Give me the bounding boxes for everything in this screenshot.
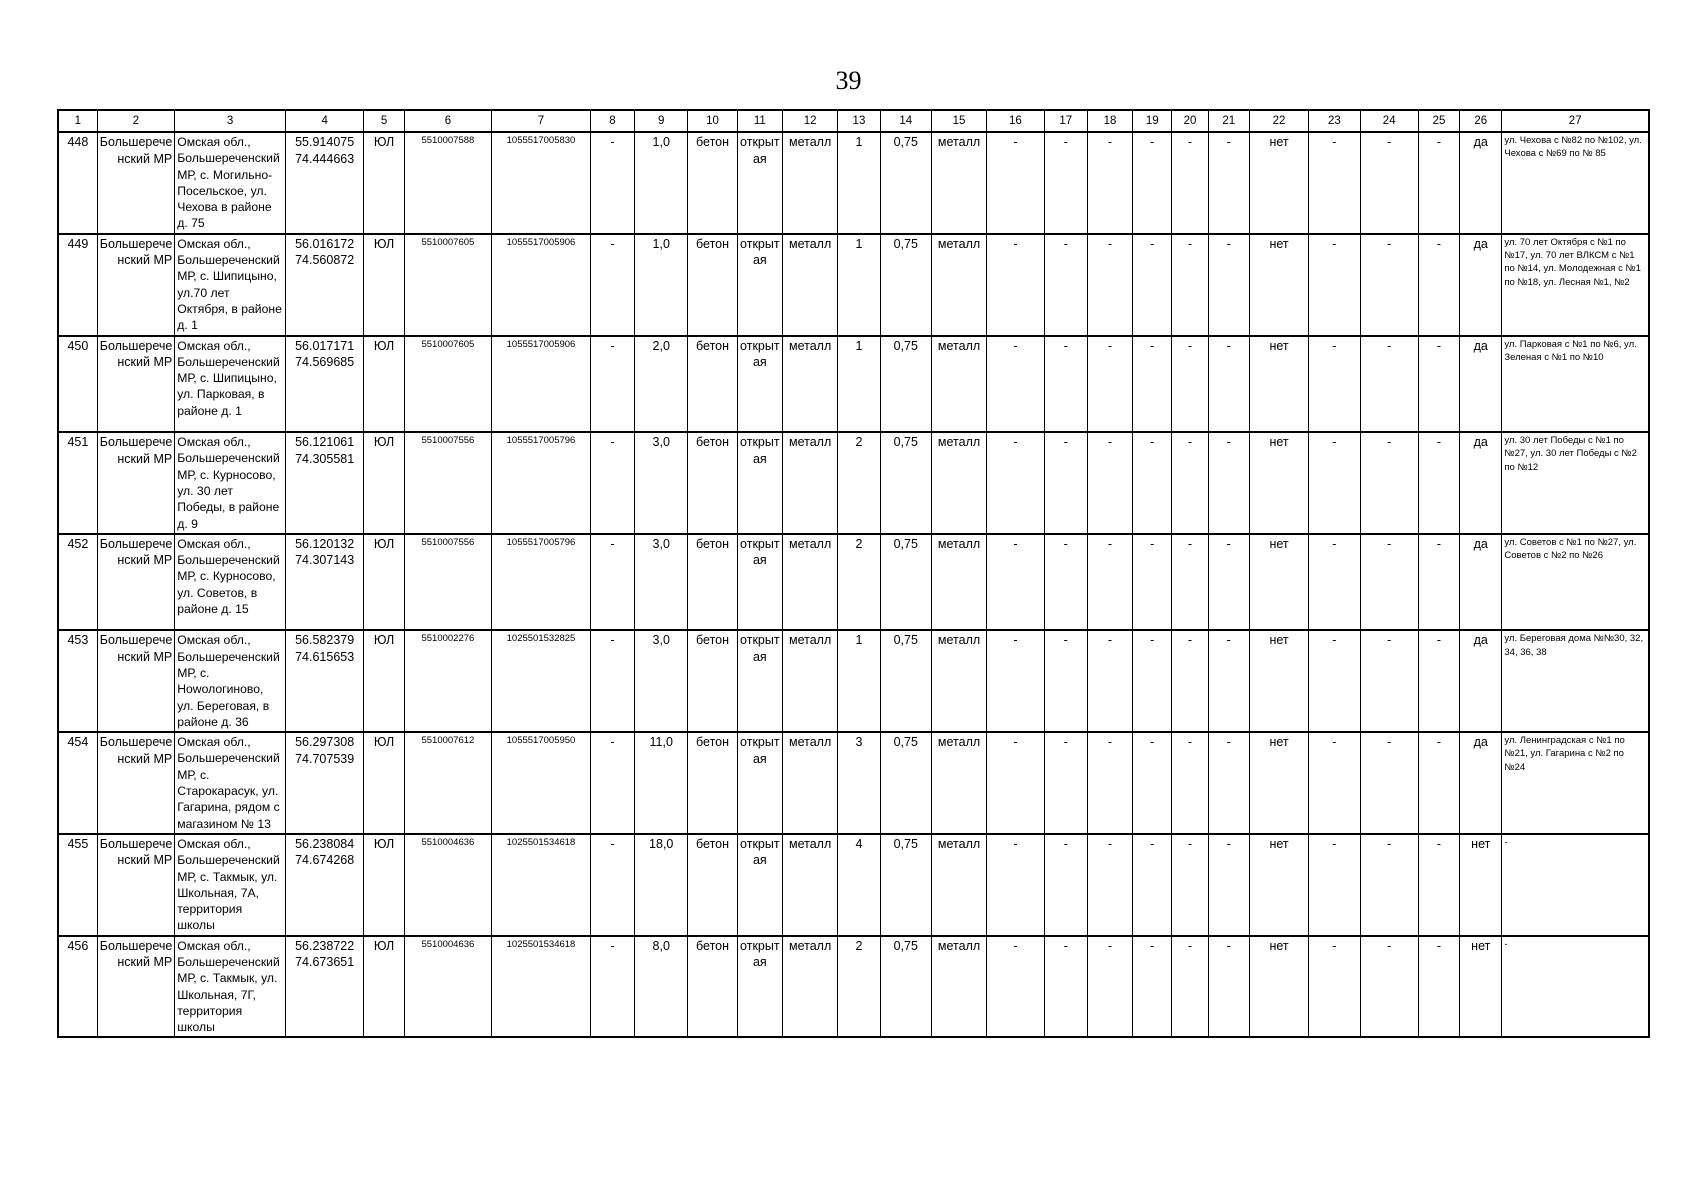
col-21-cell: - (1208, 630, 1249, 732)
col-16-cell: - (987, 834, 1044, 936)
col-18-cell: - (1087, 336, 1132, 433)
col-20-cell: - (1172, 732, 1208, 834)
container-material-cell: металл (931, 936, 986, 1038)
col-25-cell: - (1418, 732, 1459, 834)
col-24-cell: - (1360, 936, 1418, 1038)
service-area-cell: ул. 30 лет Победы с №1 по №27, ул. 30 лет Победы с №2 по №12 (1502, 432, 1649, 534)
inn-cell: 5510004636 (404, 834, 492, 936)
has-service-area-cell: нет (1460, 834, 1502, 936)
table-row (58, 234, 1649, 336)
col-24-cell: - (1360, 834, 1418, 936)
row-number-cell: 448 (58, 132, 97, 234)
municipality-cell: Большерече нский МР (97, 936, 174, 1038)
column-header-13: 13 (838, 110, 880, 132)
coordinates-cell: 56.238722 74.673651 (285, 936, 363, 1038)
page-number: 39 (835, 66, 862, 95)
col-22-cell: нет (1249, 336, 1308, 433)
col-22-cell: нет (1249, 432, 1308, 534)
column-header-9: 9 (635, 110, 688, 132)
col-8-cell: - (590, 336, 634, 433)
col-22-cell: нет (1249, 936, 1308, 1038)
col-17-cell: - (1044, 732, 1087, 834)
col-20-cell: - (1172, 336, 1208, 433)
col-18-cell: - (1087, 234, 1132, 336)
col-17-cell: - (1044, 534, 1087, 631)
col-25-cell: - (1418, 534, 1459, 631)
container-count-cell: 1 (838, 234, 880, 336)
col-19-cell: - (1133, 432, 1172, 534)
service-area-cell: ул. Парковая с №1 по №6, ул. Зеленая с №1 по №10 (1502, 336, 1649, 433)
column-header-2: 2 (97, 110, 174, 132)
owner-type-cell: ЮЛ (364, 432, 404, 534)
has-service-area-cell: да (1460, 336, 1502, 433)
container-count-cell: 2 (838, 432, 880, 534)
table-row (58, 834, 1649, 936)
municipality-cell: Большерече нский МР (97, 132, 174, 234)
col-25-cell: - (1418, 834, 1459, 936)
has-service-area-cell: нет (1460, 936, 1502, 1038)
col-23-cell: - (1309, 630, 1360, 732)
col-19-cell: - (1133, 534, 1172, 631)
has-service-area-cell: да (1460, 732, 1502, 834)
type-cell: открыт ая (737, 834, 782, 936)
col-23-cell: - (1309, 534, 1360, 631)
col-16-cell: - (987, 432, 1044, 534)
table-row (58, 630, 1649, 732)
column-header-6: 6 (404, 110, 492, 132)
owner-type-cell: ЮЛ (364, 732, 404, 834)
owner-type-cell: ЮЛ (364, 936, 404, 1038)
column-header-19: 19 (1133, 110, 1172, 132)
container-count-cell: 1 (838, 336, 880, 433)
col-25-cell: - (1418, 630, 1459, 732)
inn-cell: 5510007605 (404, 234, 492, 336)
column-header-10: 10 (688, 110, 737, 132)
col-8-cell: - (590, 234, 634, 336)
col-24-cell: - (1360, 732, 1418, 834)
owner-type-cell: ЮЛ (364, 336, 404, 433)
col-23-cell: - (1309, 432, 1360, 534)
area-cell: 8,0 (635, 936, 688, 1038)
address-cell: Омская обл., Большереченский МР, с. Шипицыно, ул. Парковая, в районе д. 1 (175, 336, 286, 433)
col-21-cell: - (1208, 834, 1249, 936)
address-cell: Омская обл., Большереченский МР, с. Курносово, ул. Советов, в районе д. 15 (175, 534, 286, 631)
column-header-27: 27 (1502, 110, 1649, 132)
fence-cell: металл (782, 834, 837, 936)
col-8-cell: - (590, 630, 634, 732)
inn-cell: 5510002276 (404, 630, 492, 732)
col-18-cell: - (1087, 630, 1132, 732)
col-23-cell: - (1309, 132, 1360, 234)
col-21-cell: - (1208, 936, 1249, 1038)
service-area-cell: ул. Ленинградская с №1 по №21, ул. Гагарина с №2 по №24 (1502, 732, 1649, 834)
municipality-cell: Большерече нский МР (97, 336, 174, 433)
container-volume-cell: 0,75 (880, 234, 931, 336)
column-header-7: 7 (492, 110, 591, 132)
col-24-cell: - (1360, 132, 1418, 234)
type-cell: открыт ая (737, 432, 782, 534)
column-header-1: 1 (58, 110, 97, 132)
type-cell: открыт ая (737, 936, 782, 1038)
col-19-cell: - (1133, 834, 1172, 936)
container-count-cell: 1 (838, 132, 880, 234)
container-volume-cell: 0,75 (880, 630, 931, 732)
container-material-cell: металл (931, 336, 986, 433)
col-19-cell: - (1133, 132, 1172, 234)
table-body (58, 132, 1649, 1037)
col-18-cell: - (1087, 936, 1132, 1038)
owner-type-cell: ЮЛ (364, 834, 404, 936)
fence-cell: металл (782, 234, 837, 336)
container-material-cell: металл (931, 732, 986, 834)
column-header-26: 26 (1460, 110, 1502, 132)
col-23-cell: - (1309, 336, 1360, 433)
coordinates-cell: 56.120132 74.307143 (285, 534, 363, 631)
col-22-cell: нет (1249, 132, 1308, 234)
address-cell: Омская обл., Большереченский МР, с. Такмык, ул. Школьная, 7А, территория школы (175, 834, 286, 936)
col-17-cell: - (1044, 630, 1087, 732)
row-number-cell: 453 (58, 630, 97, 732)
surface-cell: бетон (688, 630, 737, 732)
service-area-cell: ул. Чехова с №82 по №102, ул. Чехова с №69 по № 85 (1502, 132, 1649, 234)
row-number-cell: 450 (58, 336, 97, 433)
surface-cell: бетон (688, 936, 737, 1038)
row-number-cell: 454 (58, 732, 97, 834)
service-area-cell: ул. 70 лет Октября с №1 по №17, ул. 70 лет ВЛКСМ с №1 по №14, ул. Молодежная с №1 по №18, ул. Лесная №1, №2 (1502, 234, 1649, 336)
container-count-cell: 2 (838, 534, 880, 631)
col-22-cell: нет (1249, 732, 1308, 834)
fence-cell: металл (782, 936, 837, 1038)
col-16-cell: - (987, 336, 1044, 433)
col-25-cell: - (1418, 432, 1459, 534)
col-21-cell: - (1208, 432, 1249, 534)
fence-cell: металл (782, 534, 837, 631)
inn-cell: 5510007588 (404, 132, 492, 234)
column-header-3: 3 (175, 110, 286, 132)
container-volume-cell: 0,75 (880, 432, 931, 534)
col-19-cell: - (1133, 234, 1172, 336)
table-row (58, 534, 1649, 631)
inn-cell: 5510007612 (404, 732, 492, 834)
col-23-cell: - (1309, 834, 1360, 936)
col-17-cell: - (1044, 432, 1087, 534)
coordinates-cell: 56.016172 74.560872 (285, 234, 363, 336)
col-18-cell: - (1087, 132, 1132, 234)
col-16-cell: - (987, 234, 1044, 336)
type-cell: открыт ая (737, 132, 782, 234)
municipality-cell: Большерече нский МР (97, 732, 174, 834)
column-header-22: 22 (1249, 110, 1308, 132)
col-21-cell: - (1208, 534, 1249, 631)
table-row (58, 132, 1649, 234)
column-header-15: 15 (931, 110, 986, 132)
municipality-cell: Большерече нский МР (97, 630, 174, 732)
header-row (58, 110, 1649, 132)
area-cell: 3,0 (635, 630, 688, 732)
fence-cell: металл (782, 630, 837, 732)
owner-type-cell: ЮЛ (364, 534, 404, 631)
surface-cell: бетон (688, 234, 737, 336)
row-number-cell: 451 (58, 432, 97, 534)
col-17-cell: - (1044, 132, 1087, 234)
registry-table (57, 109, 1650, 1038)
column-header-25: 25 (1418, 110, 1459, 132)
container-count-cell: 3 (838, 732, 880, 834)
column-header-11: 11 (737, 110, 782, 132)
coordinates-cell: 56.238084 74.674268 (285, 834, 363, 936)
coordinates-cell: 56.582379 74.615653 (285, 630, 363, 732)
area-cell: 11,0 (635, 732, 688, 834)
service-area-cell: - (1502, 936, 1649, 1038)
coordinates-cell: 56.121061 74.305581 (285, 432, 363, 534)
area-cell: 18,0 (635, 834, 688, 936)
has-service-area-cell: да (1460, 534, 1502, 631)
container-volume-cell: 0,75 (880, 732, 931, 834)
inn-cell: 5510007556 (404, 534, 492, 631)
service-area-cell: ул. Береговая дома №№30, 32, 34, 36, 38 (1502, 630, 1649, 732)
col-19-cell: - (1133, 732, 1172, 834)
ogrn-cell: 1025501534618 (492, 936, 591, 1038)
table-row (58, 336, 1649, 433)
col-8-cell: - (590, 732, 634, 834)
type-cell: открыт ая (737, 534, 782, 631)
col-25-cell: - (1418, 936, 1459, 1038)
col-20-cell: - (1172, 936, 1208, 1038)
container-volume-cell: 0,75 (880, 936, 931, 1038)
container-material-cell: металл (931, 534, 986, 631)
inn-cell: 5510007556 (404, 432, 492, 534)
col-20-cell: - (1172, 534, 1208, 631)
container-volume-cell: 0,75 (880, 834, 931, 936)
col-16-cell: - (987, 732, 1044, 834)
col-16-cell: - (987, 132, 1044, 234)
container-count-cell: 4 (838, 834, 880, 936)
column-header-12: 12 (782, 110, 837, 132)
column-header-8: 8 (590, 110, 634, 132)
surface-cell: бетон (688, 132, 737, 234)
col-18-cell: - (1087, 732, 1132, 834)
col-19-cell: - (1133, 630, 1172, 732)
coordinates-cell: 56.297308 74.707539 (285, 732, 363, 834)
col-17-cell: - (1044, 834, 1087, 936)
col-20-cell: - (1172, 630, 1208, 732)
municipality-cell: Большерече нский МР (97, 534, 174, 631)
container-material-cell: металл (931, 234, 986, 336)
fence-cell: металл (782, 336, 837, 433)
col-18-cell: - (1087, 432, 1132, 534)
type-cell: открыт ая (737, 732, 782, 834)
ogrn-cell: 1055517005796 (492, 432, 591, 534)
col-24-cell: - (1360, 234, 1418, 336)
surface-cell: бетон (688, 336, 737, 433)
row-number-cell: 452 (58, 534, 97, 631)
fence-cell: металл (782, 432, 837, 534)
column-header-5: 5 (364, 110, 404, 132)
fence-cell: металл (782, 732, 837, 834)
has-service-area-cell: да (1460, 630, 1502, 732)
col-21-cell: - (1208, 336, 1249, 433)
coordinates-cell: 55.914075 74.444663 (285, 132, 363, 234)
area-cell: 2,0 (635, 336, 688, 433)
municipality-cell: Большерече нский МР (97, 432, 174, 534)
has-service-area-cell: да (1460, 132, 1502, 234)
table-row (58, 936, 1649, 1038)
ogrn-cell: 1025501534618 (492, 834, 591, 936)
surface-cell: бетон (688, 432, 737, 534)
col-22-cell: нет (1249, 630, 1308, 732)
address-cell: Омская обл., Большереченский МР, с. Могильно-Посельское, ул. Чехова в районе д. 75 (175, 132, 286, 234)
col-16-cell: - (987, 630, 1044, 732)
address-cell: Омская обл., Большереченский МР, с. Курносово, ул. 30 лет Победы, в районе д. 9 (175, 432, 286, 534)
col-8-cell: - (590, 432, 634, 534)
area-cell: 3,0 (635, 534, 688, 631)
municipality-cell: Большерече нский МР (97, 234, 174, 336)
table-row (58, 732, 1649, 834)
column-header-20: 20 (1172, 110, 1208, 132)
owner-type-cell: ЮЛ (364, 132, 404, 234)
container-material-cell: металл (931, 432, 986, 534)
col-19-cell: - (1133, 336, 1172, 433)
owner-type-cell: ЮЛ (364, 630, 404, 732)
has-service-area-cell: да (1460, 432, 1502, 534)
col-22-cell: нет (1249, 534, 1308, 631)
col-21-cell: - (1208, 732, 1249, 834)
column-header-18: 18 (1087, 110, 1132, 132)
container-volume-cell: 0,75 (880, 132, 931, 234)
ogrn-cell: 1025501532825 (492, 630, 591, 732)
has-service-area-cell: да (1460, 234, 1502, 336)
area-cell: 1,0 (635, 234, 688, 336)
fence-cell: металл (782, 132, 837, 234)
container-material-cell: металл (931, 132, 986, 234)
container-material-cell: металл (931, 834, 986, 936)
container-count-cell: 2 (838, 936, 880, 1038)
col-17-cell: - (1044, 936, 1087, 1038)
column-header-24: 24 (1360, 110, 1418, 132)
column-header-4: 4 (285, 110, 363, 132)
col-20-cell: - (1172, 234, 1208, 336)
col-24-cell: - (1360, 432, 1418, 534)
col-20-cell: - (1172, 834, 1208, 936)
col-8-cell: - (590, 936, 634, 1038)
col-21-cell: - (1208, 132, 1249, 234)
column-header-16: 16 (987, 110, 1044, 132)
col-19-cell: - (1133, 936, 1172, 1038)
ogrn-cell: 1055517005796 (492, 534, 591, 631)
col-23-cell: - (1309, 936, 1360, 1038)
row-number-cell: 456 (58, 936, 97, 1038)
container-volume-cell: 0,75 (880, 336, 931, 433)
ogrn-cell: 1055517005906 (492, 336, 591, 433)
type-cell: открыт ая (737, 630, 782, 732)
column-header-17: 17 (1044, 110, 1087, 132)
col-24-cell: - (1360, 630, 1418, 732)
surface-cell: бетон (688, 834, 737, 936)
col-16-cell: - (987, 534, 1044, 631)
type-cell: открыт ая (737, 336, 782, 433)
col-22-cell: нет (1249, 234, 1308, 336)
column-header-21: 21 (1208, 110, 1249, 132)
inn-cell: 5510007605 (404, 336, 492, 433)
col-25-cell: - (1418, 336, 1459, 433)
col-18-cell: - (1087, 834, 1132, 936)
address-cell: Омская обл., Большереченский МР, с. Такмык, ул. Школьная, 7Г, территория школы (175, 936, 286, 1038)
ogrn-cell: 1055517005830 (492, 132, 591, 234)
address-cell: Омская обл., Большереченский МР, с. Старокарасук, ул. Гагарина, рядом с магазином № 13 (175, 732, 286, 834)
col-24-cell: - (1360, 534, 1418, 631)
col-16-cell: - (987, 936, 1044, 1038)
owner-type-cell: ЮЛ (364, 234, 404, 336)
col-17-cell: - (1044, 234, 1087, 336)
coordinates-cell: 56.017171 74.569685 (285, 336, 363, 433)
col-23-cell: - (1309, 732, 1360, 834)
col-25-cell: - (1418, 234, 1459, 336)
row-number-cell: 455 (58, 834, 97, 936)
area-cell: 1,0 (635, 132, 688, 234)
column-header-23: 23 (1309, 110, 1360, 132)
surface-cell: бетон (688, 534, 737, 631)
col-8-cell: - (590, 132, 634, 234)
col-18-cell: - (1087, 534, 1132, 631)
type-cell: открыт ая (737, 234, 782, 336)
container-volume-cell: 0,75 (880, 534, 931, 631)
address-cell: Омская обл., Большереченский МР, с. Нowологиново, ул. Береговая, в районе д. 36 (175, 630, 286, 732)
col-8-cell: - (590, 534, 634, 631)
column-header-14: 14 (880, 110, 931, 132)
service-area-cell: ул. Советов с №1 по №27, ул. Советов с №2 по №26 (1502, 534, 1649, 631)
col-17-cell: - (1044, 336, 1087, 433)
municipality-cell: Большерече нский МР (97, 834, 174, 936)
col-21-cell: - (1208, 234, 1249, 336)
row-number-cell: 449 (58, 234, 97, 336)
col-24-cell: - (1360, 336, 1418, 433)
col-8-cell: - (590, 834, 634, 936)
table-row (58, 432, 1649, 534)
service-area-cell: - (1502, 834, 1649, 936)
container-count-cell: 1 (838, 630, 880, 732)
ogrn-cell: 1055517005906 (492, 234, 591, 336)
col-25-cell: - (1418, 132, 1459, 234)
inn-cell: 5510004636 (404, 936, 492, 1038)
ogrn-cell: 1055517005950 (492, 732, 591, 834)
col-20-cell: - (1172, 132, 1208, 234)
container-material-cell: металл (931, 630, 986, 732)
area-cell: 3,0 (635, 432, 688, 534)
surface-cell: бетон (688, 732, 737, 834)
address-cell: Омская обл., Большереченский МР, с. Шипицыно, ул.70 лет Октября, в районе д. 1 (175, 234, 286, 336)
col-23-cell: - (1309, 234, 1360, 336)
col-22-cell: нет (1249, 834, 1308, 936)
col-20-cell: - (1172, 432, 1208, 534)
